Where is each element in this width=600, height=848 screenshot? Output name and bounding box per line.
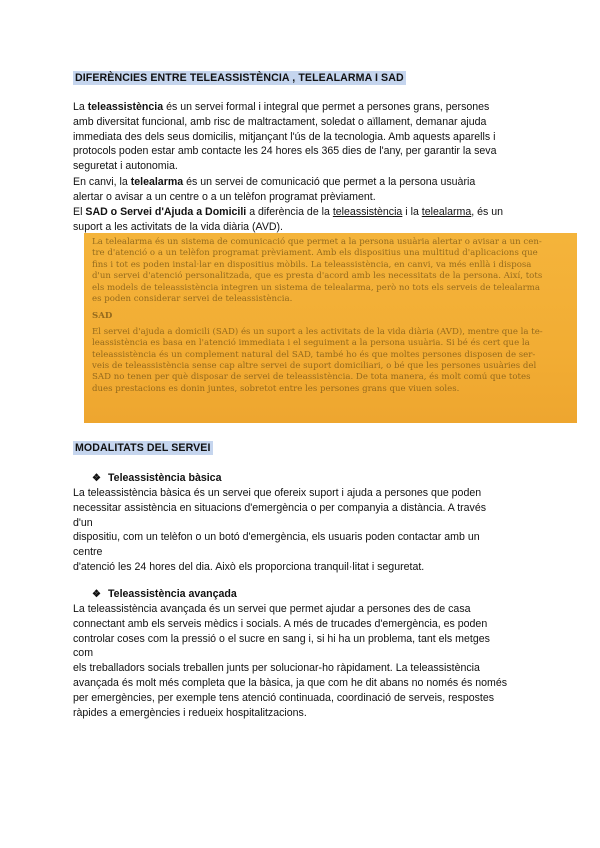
text-line: dispositiu, com un telèfon o un botó d'emergència, els usuaris poden contactar amb un — [73, 531, 480, 544]
section-heading-differences: DIFERÈNCIES ENTRE TELEASSISTÈNCIA , TELEALARMA I SAD — [75, 72, 404, 84]
text-line: alertar o avisar a un centre o a un telèfon programat prèviament. — [73, 190, 376, 203]
text-line: ràpides a emergències i redueix hospitalitzacions. — [73, 706, 307, 719]
scan-line: es poden considerar servei de teleassistència. — [92, 294, 293, 305]
term-sad: SAD o Servei d'Ajuda a Domicili — [85, 206, 247, 218]
text: i la — [402, 206, 422, 218]
text-line: connectant amb els serveis mèdics i socials. A més de trucades d'emergència, es poden — [73, 617, 488, 630]
scan-line: els models de teleassistència integren un sistema de telealarma, però no tots els serveis de telealarma — [92, 282, 541, 293]
subheading-text: Teleassistència avançada — [108, 588, 237, 600]
text-line: d'atenció les 24 hores del dia. Això els proporciona tranquil·litat i seguretat. — [73, 560, 425, 573]
text-line: amb diversitat funcional, amb risc de maltractament, soledat o aïllament, demanar ajuda — [73, 115, 487, 128]
link-teleassistencia[interactable]: teleassistència — [332, 206, 403, 218]
text-line: suport a les activitats de la vida diària (AVD). — [73, 220, 284, 233]
scanned-text — [92, 237, 572, 395]
scan-line: El servei d'ajuda a domicili (SAD) és un suport a les activitats de la vida diària (AVD), mentre que la te- — [92, 326, 543, 337]
text-line: controlar coses com la pressió o el sucre en sang i, si hi ha un problema, tant els metges — [73, 632, 490, 645]
term-telealarma: telealarma — [130, 176, 184, 188]
text-line: seguretat i autonomia. — [73, 160, 178, 173]
text: El — [73, 206, 86, 218]
scan-subheading: SAD — [92, 311, 113, 322]
text-line: els treballadors socials treballen junts per solucionar-ho ràpidament. La teleassistència — [73, 662, 480, 675]
text-line: avançada és molt més completa que la bàsica, ja que com he dit abans no només és només — [73, 676, 508, 689]
scan-line: SAD no tenen per què disposar de servei de teleassistència. De tota manera, és molt comú que totes — [92, 372, 531, 383]
text-line: immediata des dels seus domicilis, mitjançant l'ús de la tecnologia. Amb aquests aparells i — [73, 130, 496, 143]
subheading-text: Teleassistència bàsica — [108, 472, 222, 484]
scan-line: La telealarma és un sistema de comunicació que permet a la persona usuària alertar o avisar a un cen- — [92, 237, 542, 247]
paragraph-basic — [73, 486, 533, 575]
text-line: centre — [73, 546, 103, 559]
diamond-bullet-icon: ❖ — [92, 473, 101, 484]
paragraph-sad — [73, 205, 533, 235]
paragraph-teleassistencia — [73, 100, 533, 174]
text: és un servei formal i integral que permet a persones grans, persones — [163, 101, 490, 113]
text: En canvi, la — [73, 176, 131, 188]
scanned-textbook-image — [84, 233, 577, 423]
text-line: La teleassistència bàsica és un servei que ofereix suport i ajuda a persones que poden — [73, 487, 482, 499]
section-heading-modalities: MODALITATS DEL SERVEI — [75, 442, 211, 454]
text: La — [73, 101, 88, 113]
text-line: d'un — [73, 516, 93, 529]
text-line: com — [73, 647, 94, 660]
text-line: per emergències, per exemple tens atenció continuada, coordinació de serveis, respostes — [73, 691, 495, 704]
text-line: La teleassistència avançada és un servei que permet ajudar a persones des de casa — [73, 603, 471, 615]
link-telealarma[interactable]: telealarma — [421, 206, 472, 218]
scan-line: d'un servei d'atenció personalitzada, que es presta d'acord amb les necessitats de la persona. Així, tots — [92, 271, 543, 282]
scan-line: teleassistència és un complement natural del SAD, també ho és que moltes persones disposen de ser- — [92, 349, 536, 360]
text-line: necessitar assistència en situacions d'emergència o per companyia a distància. A través — [73, 501, 487, 514]
text: , és un — [471, 206, 504, 218]
scan-line: veis de teleassistència sense cap altre servei de suport domiciliari, o bé que les persones usuàries del — [92, 361, 537, 372]
scan-line: leassistència es basa en l'atenció immediata i el seguiment a la persona usuària. Si bé és cert que la — [92, 338, 530, 349]
scan-line: tre d'atenció o a un telèfon programat prèviament. Amb els dispositius una multitud d'aplicacions que — [92, 248, 538, 259]
paragraph-telealarma — [73, 175, 533, 205]
subheading-advanced — [92, 587, 237, 603]
term-teleassistencia: teleassistència — [87, 101, 164, 113]
text-line: protocols poden estar amb contacte les 24 hores els 365 dies de l'any, per garantir la seva — [73, 145, 497, 158]
diamond-bullet-icon: ❖ — [92, 589, 101, 600]
scan-line: fins i tot es poden instal·lar en dispositius mòbils. La teleassistència, en canvi, va més enllà i disposa — [92, 259, 532, 270]
paragraph-advanced — [73, 602, 533, 720]
scan-line: dues prestacions es donin juntes, sobretot entre les persones grans que viuen soles. — [92, 383, 460, 394]
subheading-basic — [92, 471, 221, 487]
text: és un servei de comunicació que permet a la persona usuària — [183, 176, 476, 188]
text: a diferència de la — [246, 206, 333, 218]
